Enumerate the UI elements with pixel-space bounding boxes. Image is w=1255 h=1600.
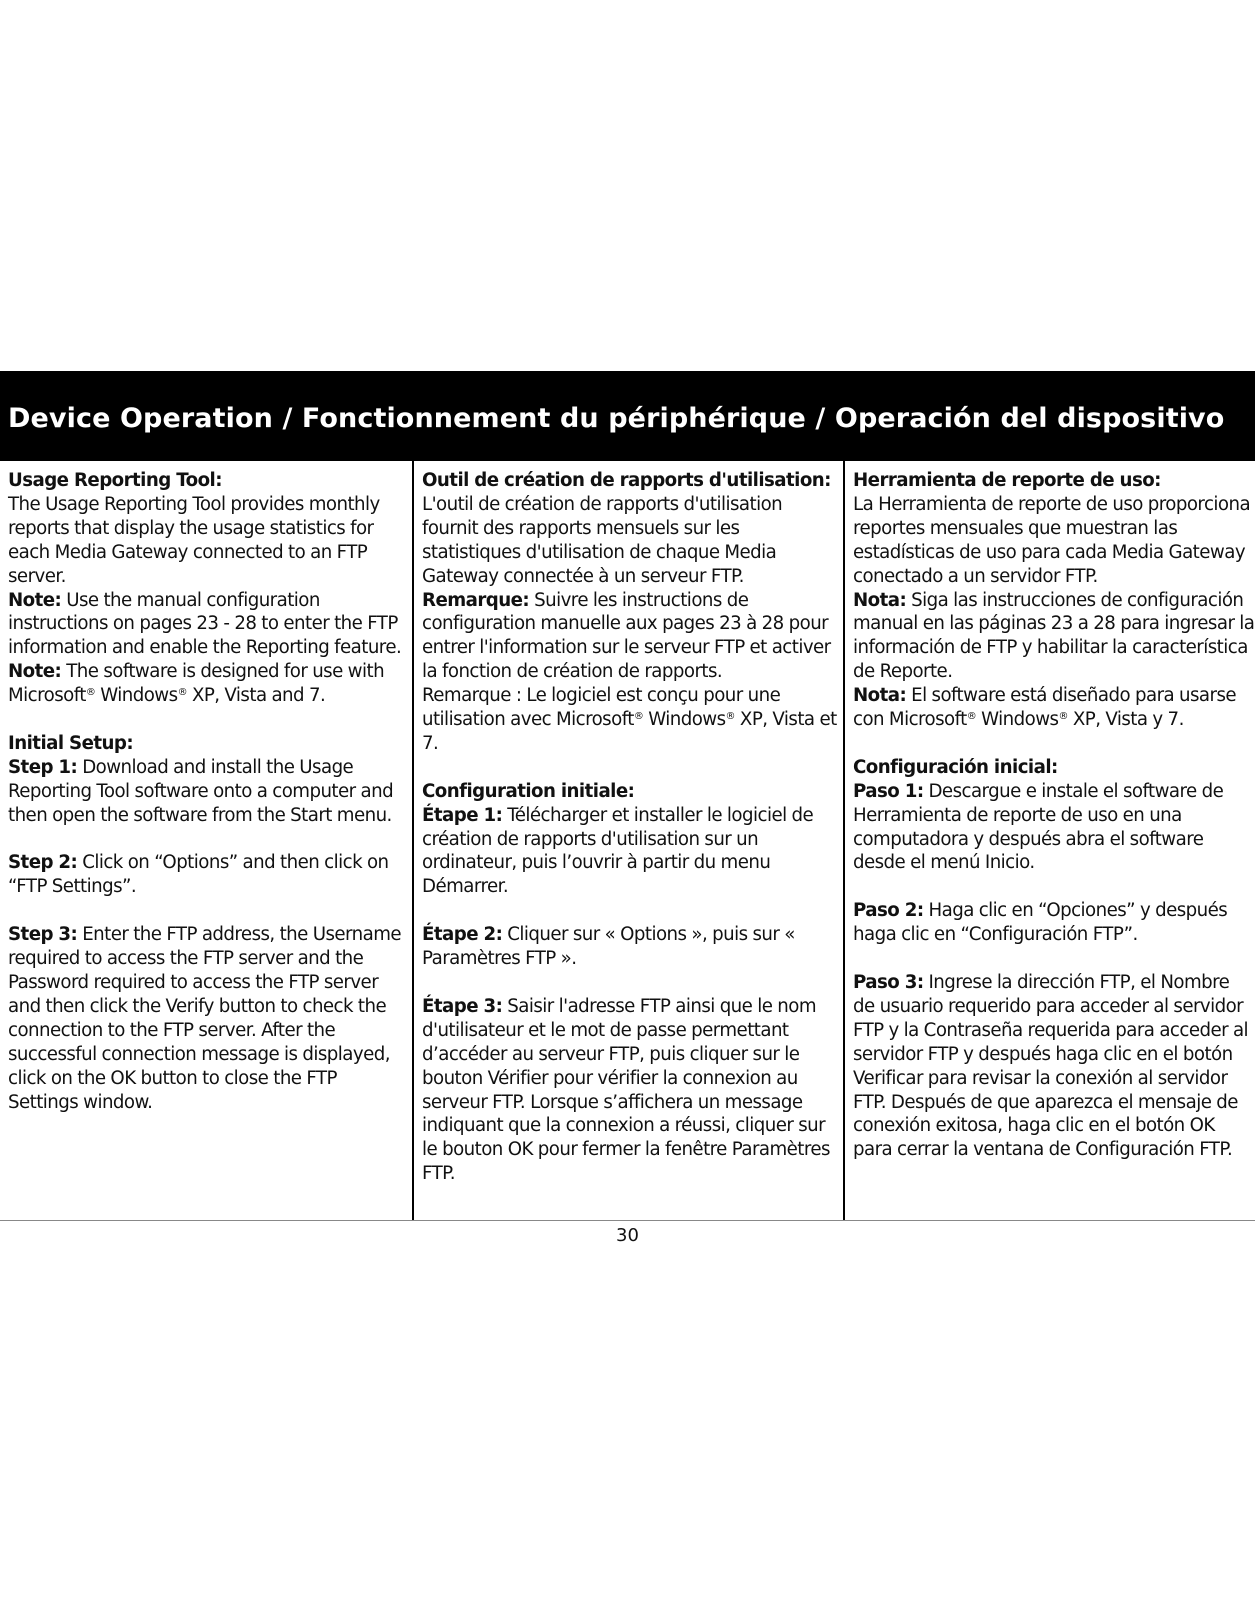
french-column: [412, 461, 843, 1220]
page-number: 30: [616, 1225, 639, 1246]
fr-step-3: Étape 3: Saisir l'adresse FTP ainsi que le nom d'utilisateur et le mot de passe permettant d’accéder au serveur FTP, puis cliquer sur le bouton Vérifier pour vérifier la connexion au serveur FTP. Lorsque s’affichera un message indiquant que la connexion a réussi, cliquer sur le bouton OK pour fermer la fenêtre Paramètres FTP.: [422, 995, 830, 1185]
spanish-column: [843, 461, 1255, 1220]
en-setup-title: Initial Setup:: [8, 732, 134, 754]
en-tool-title: Usage Reporting Tool:: [8, 470, 222, 491]
en-step-2: Step 2: Click on “Options” and then click on “FTP Settings”.: [8, 852, 389, 898]
es-note-1: Nota: Siga las instrucciones de configuración manual en las páginas 23 a 28 para ingresar la información de FTP y habilitar la característica de Reporte.: [853, 589, 1255, 683]
en-step-1: Step 1: Download and install the Usage Reporting Tool software onto a computer and then open the software from the Start menu.: [8, 756, 394, 826]
es-tool-title: Herramienta de reporte de uso:: [853, 470, 1161, 491]
es-note-2: Nota: El software está diseñado para usarse con Microsoft® Windows® XP, Vista y 7.: [853, 685, 1237, 731]
fr-step-1: Étape 1: Télécharger et installer le logiciel de création de rapports d'utilisation sur un ordinateur, puis l’ouvrir à partir du menu Démarrer.: [422, 804, 814, 898]
es-step-3: Paso 3: Ingrese la dirección FTP, el Nombre de usuario requerido para acceder al servidor FTP y la Contraseña requerida para acceder al servidor FTP y después haga clic en el botón Verificar para revisar la conexión al servidor FTP. Después de que aparezca el mensaje de conexión exitosa, haga clic en el botón OK para cerrar la ventana de Configuración FTP.: [853, 971, 1249, 1161]
fr-step-2: Étape 2: Cliquer sur « Options », puis sur « Paramètres FTP ».: [422, 924, 795, 970]
three-column-table: [0, 461, 1255, 1221]
fr-setup-title: Configuration initiale:: [422, 780, 635, 802]
english-column: [0, 461, 412, 1220]
es-intro: La Herramienta de reporte de uso proporciona reportes mensuales que muestran las estadísticas de uso para cada Media Gateway conectado a un servidor FTP.: [853, 493, 1251, 587]
page-title: Device Operation / Fonctionnement du périphérique / Operación del dispositivo: [8, 402, 1225, 434]
fr-tool-title: Outil de création de rapports d'utilisation:: [422, 470, 831, 491]
fr-intro: L'outil de création de rapports d'utilisation fournit des rapports mensuels sur les statistiques d'utilisation de chaque Media Gateway connectée à un serveur FTP.: [422, 493, 783, 587]
es-step-1: Paso 1: Descargue e instale el software de Herramienta de reporte de uso en una computadora y después abra el software desde el menú Inicio.: [853, 780, 1224, 874]
en-intro: The Usage Reporting Tool provides monthly reports that display the usage statistics for each Media Gateway connected to an FTP server.: [8, 493, 380, 587]
section-header: [0, 371, 1255, 461]
fr-note-2: Remarque : Le logiciel est conçu pour une utilisation avec Microsoft® Windows® XP, Vista et 7.: [422, 685, 837, 754]
es-step-2: Paso 2: Haga clic en “Opciones” y después haga clic en “Configuración FTP”.: [853, 900, 1228, 946]
en-step-3: Step 3: Enter the FTP address, the Username required to access the FTP server and the Password required to access the FTP server and then click the Verify button to check the connection to the FTP server. After the successful connection message is displayed, click on the OK button to close the FTP Settings window.: [8, 924, 402, 1113]
en-note-1: Note: Use the manual configuration instructions on pages 23 - 28 to enter the FTP information and enable the Reporting feature.: [8, 589, 402, 659]
es-setup-title: Configuración inicial:: [853, 756, 1058, 778]
en-note-2: Note: The software is designed for use with Microsoft® Windows® XP, Vista and 7.: [8, 661, 385, 707]
fr-note-1: Remarque: Suivre les instructions de configuration manuelle aux pages 23 à 28 pour entrer l'information sur le serveur FTP et activer la fonction de création de rapports.: [422, 589, 831, 683]
